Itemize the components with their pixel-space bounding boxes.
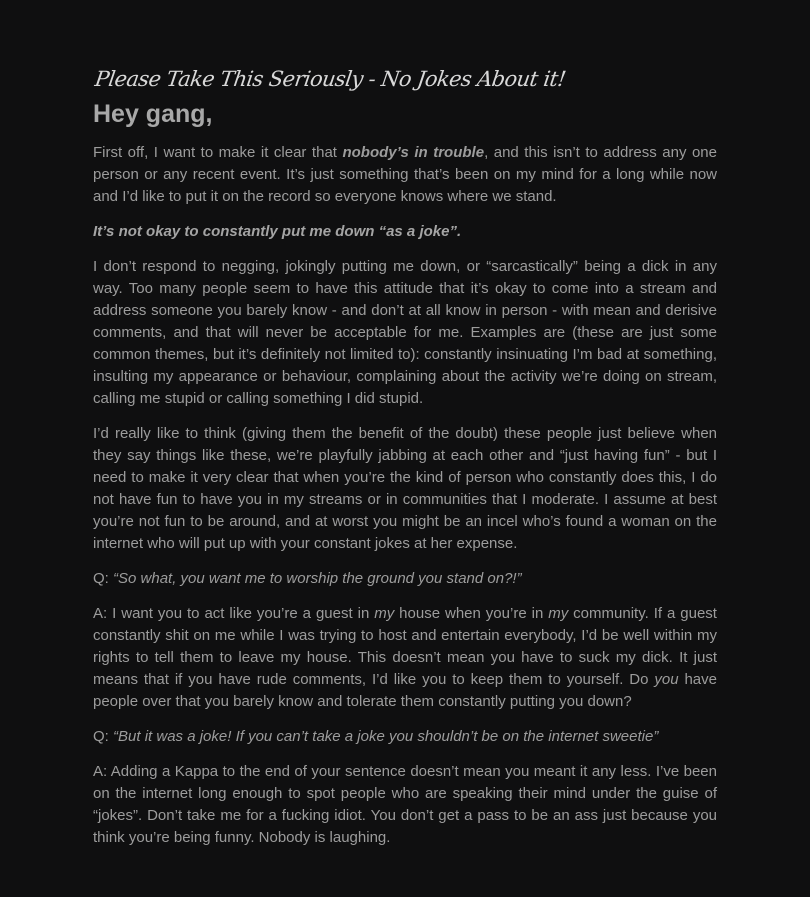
answer-1-emphasis-2: my — [548, 605, 569, 622]
callout-statement: It’s not okay to constantly put me down “as a joke”. — [93, 223, 462, 240]
question-1-text: “So what, you want me to worship the ground you stand on?!” — [113, 570, 522, 587]
post-body — [93, 64, 717, 862]
answer-1-part-3: community. If a guest constantly shit on me while I was trying to host and entertain everybody, I’d be well within my rights to tell them to leave my house. This doesn’t mean you have to suck my dick. It just means that if you have rude comments, I’d like you to keep them to yourself. Do — [93, 605, 717, 688]
paragraph-negging: I don’t respond to negging, jokingly putting me down, or “sarcastically” being a dick in any way. Too many people seem to have this attitude that it’s okay to come into a stream and address someone you barely know - and don’t at all know in person - with mean and derisive comments, and that will never be acceptable for me. Examples are (these are just some common themes, but it’s definitely not limited to): constantly insinuating I’m bad at something, insulting my appearance or behaviour, complaining about the activity we’re doing on stream, calling me stupid or calling something I did stupid. — [93, 258, 717, 407]
question-1 — [93, 568, 717, 590]
page-title: Please Take This Seriously - No Jokes About it! — [93, 67, 568, 91]
answer-1 — [93, 603, 717, 713]
answer-1-part-4: have people over that you barely know and tolerate them constantly putting you down? — [93, 671, 717, 710]
greeting-heading: Hey gang, — [93, 100, 213, 128]
question-1-prefix: Q: — [93, 570, 114, 587]
answer-1-part-2: house when you’re in — [394, 605, 549, 622]
intro-text-a: First off, I want to make it clear that — [93, 144, 343, 161]
intro-text-c: , and this isn’t to address any one person or any recent event. It’s just something that’s been on my mind for a long while now and I’d like to put it on the record so everyone knows where we stand. — [93, 144, 717, 205]
question-2 — [93, 726, 717, 748]
question-2-text: “But it was a joke! If you can’t take a joke you shouldn’t be on the internet sweetie” — [113, 728, 659, 745]
intro-emphasis: nobody’s in trouble — [342, 144, 485, 161]
intro-paragraph — [93, 142, 717, 208]
answer-1-emphasis-3: you — [654, 671, 679, 688]
answer-1-emphasis-1: my — [374, 605, 395, 622]
answer-2: A: Adding a Kappa to the end of your sentence doesn’t mean you meant it any less. I’ve been on the internet long enough to spot people who are speaking their mind under the guise of “jokes”. Don’t take me for a fucking idiot. You don’t get a pass to be an ass just because you think you’re being funny. Nobody is laughing. — [93, 763, 717, 846]
answer-1-part-1: A: I want you to act like you’re a guest in — [93, 605, 375, 622]
question-2-prefix: Q: — [93, 728, 114, 745]
paragraph-benefit-of-doubt: I’d really like to think (giving them the benefit of the doubt) these people just believe when they say things like these, we’re playfully jabbing at each other and “just having fun” - but I need to make it very clear that when you’re the kind of person who constantly does this, I do not have fun to have you in my streams or in communities that I moderate. I assume at best you’re not fun to be around, and at worst you might be an incel who’s found a woman on the internet who will put up with your constant jokes at her expense. — [93, 425, 717, 552]
